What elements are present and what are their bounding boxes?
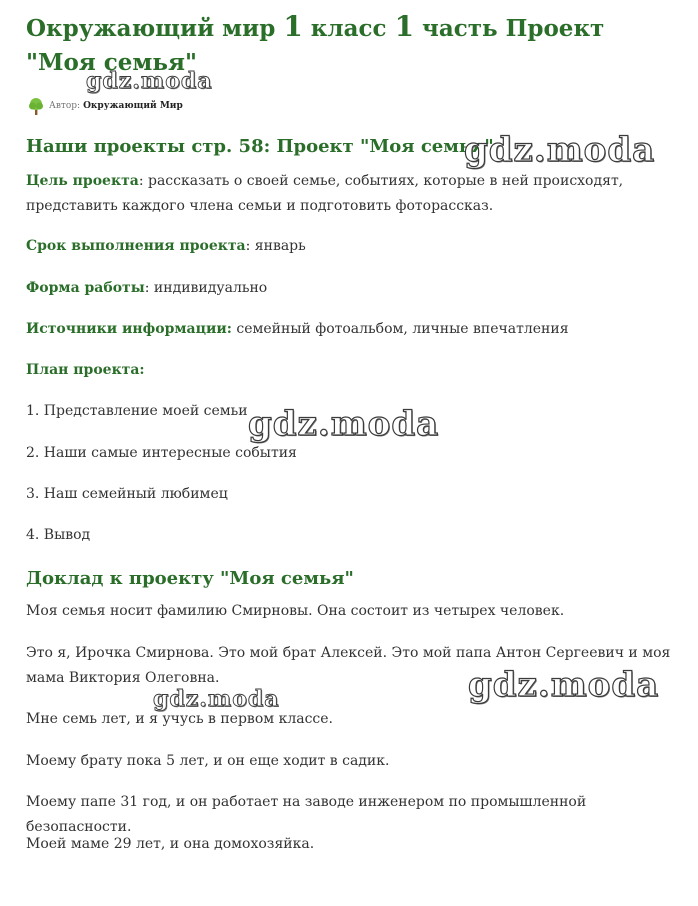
plan-label-paragraph xyxy=(26,358,686,383)
goal-text: : рассказать о своей семье, событиях, которые в ней происходят, представить каждого члена семьи и подготовить фоторассказ. xyxy=(26,173,624,214)
sources-paragraph xyxy=(26,317,686,342)
sources-text: семейный фотоальбом, личные впечатления xyxy=(231,321,569,337)
plan-label: План проекта: xyxy=(26,362,145,378)
form-paragraph xyxy=(26,276,686,301)
author-prefix: Автор: xyxy=(49,101,81,111)
sources-label: Источники информации: xyxy=(26,321,232,337)
watermark: gdz.moda xyxy=(248,404,440,444)
author-line xyxy=(26,96,183,116)
author-link[interactable]: Окружающий Мир xyxy=(83,101,183,111)
report-paragraph: Моя семья носит фамилию Смирновы. Она состоит из четырех человек. xyxy=(26,603,565,619)
plan-item: 2. Наши самые интересные события xyxy=(26,445,297,461)
report-paragraph: Мне семь лет, и я учусь в первом классе. xyxy=(26,711,333,727)
tree-icon xyxy=(26,96,46,116)
form-text: : индивидуально xyxy=(144,280,268,296)
watermark: gdz.moda xyxy=(464,130,656,170)
term-paragraph xyxy=(26,234,686,259)
form-label: Форма работы xyxy=(26,280,145,296)
report-paragraph: Моей маме 29 лет, и она домохозяйка. xyxy=(26,836,315,852)
goal-label: Цель проекта xyxy=(26,173,139,189)
watermark: gdz.moda xyxy=(86,68,213,94)
term-label: Срок выполнения проекта xyxy=(26,238,246,254)
section-heading-report: Доклад к проекту "Моя семья" xyxy=(26,568,354,589)
report-paragraph: Моему брату пока 5 лет, и он еще ходит в садик. xyxy=(26,753,390,769)
plan-item: 3. Наш семейный любимец xyxy=(26,486,228,502)
section-heading-projects: Наши проекты стр. 58: Проект "Моя семья" xyxy=(26,136,494,157)
goal-paragraph xyxy=(26,169,686,219)
report-paragraph: Это я, Ирочка Смирнова. Это мой брат Алексей. Это мой папа Антон Сергеевич и моя мама Виктория Олеговна. xyxy=(26,645,671,686)
watermark: gdz.moda xyxy=(468,665,660,705)
page-title: Окружающий мир 1 класс 1 часть Проект "Моя семья" xyxy=(26,10,605,76)
report-paragraph: Моему папе 31 год, и он работает на заводе инженером по промышленной безопасности. xyxy=(26,794,587,835)
term-text: : январь xyxy=(245,238,306,254)
plan-item: 4. Вывод xyxy=(26,527,91,543)
plan-item: 1. Представление моей семьи xyxy=(26,403,248,419)
watermark: gdz.moda xyxy=(153,686,280,712)
